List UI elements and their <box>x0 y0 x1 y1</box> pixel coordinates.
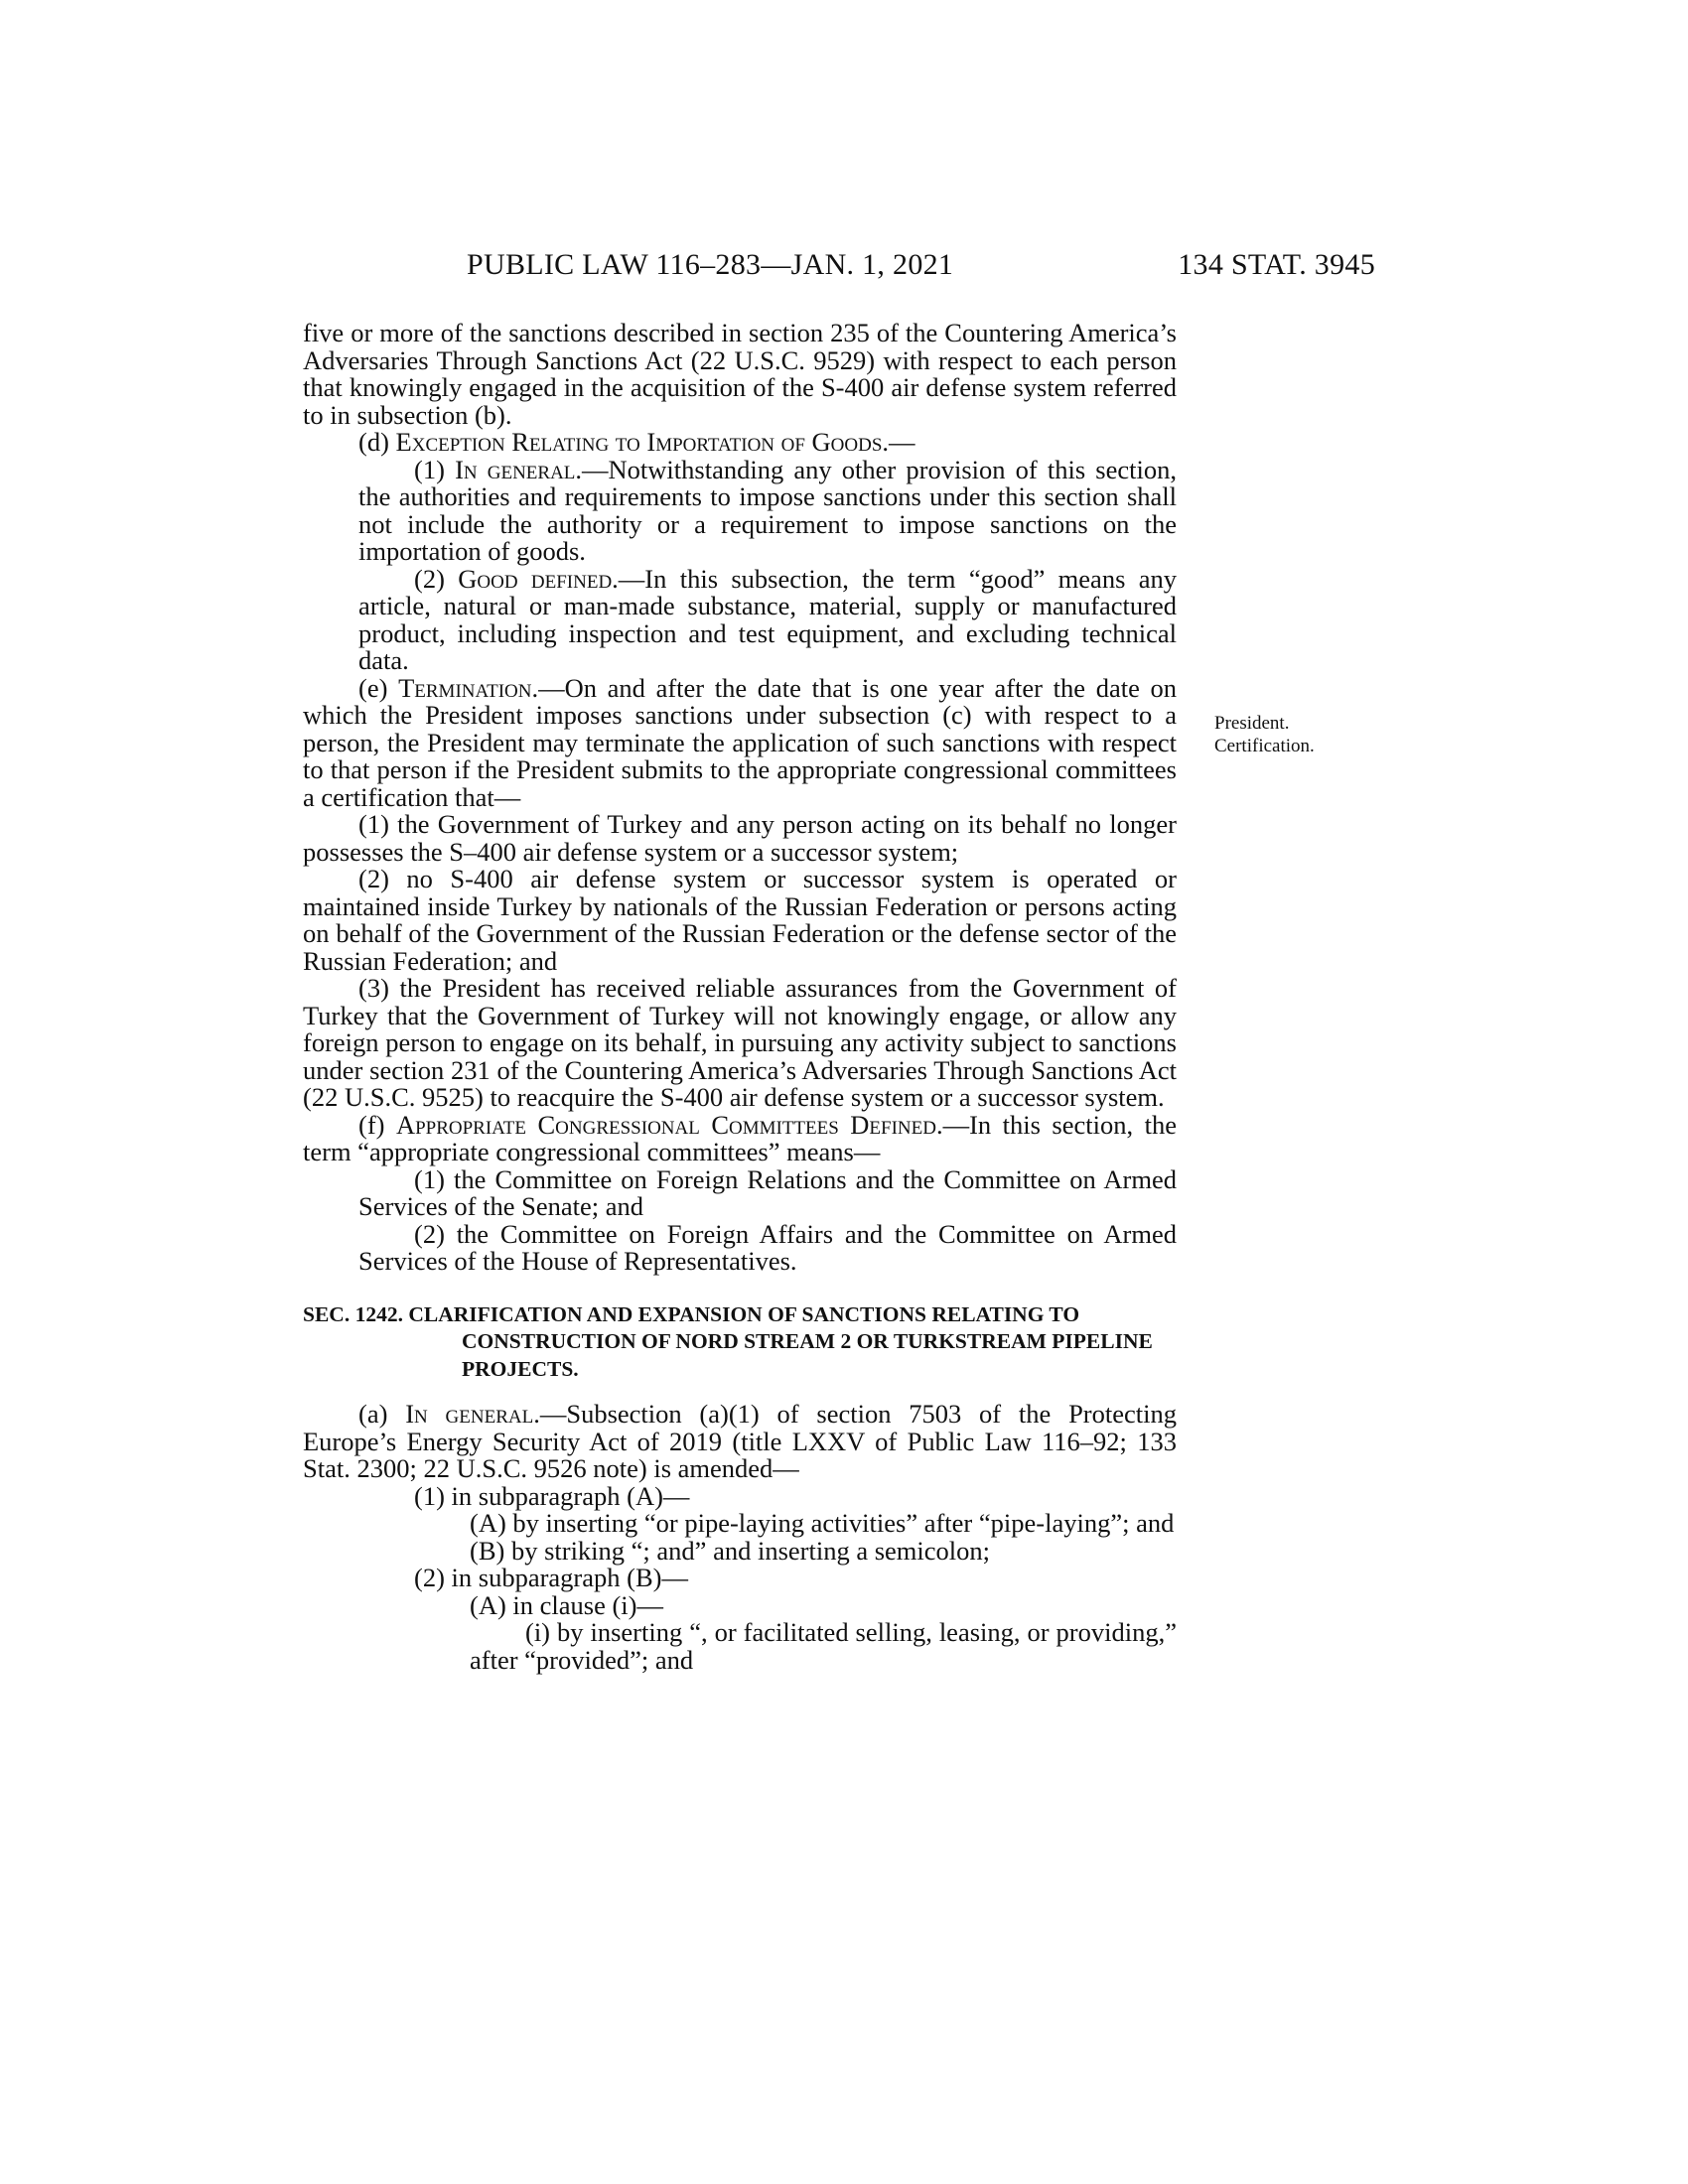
page-header <box>467 248 1375 288</box>
subsection-f: (f) Appropriate Congressional Committees Defined.—In this section, the term “appropriate congressional committees” means— <box>303 1109 1177 1166</box>
paragraph-e-1: (1) the Government of Turkey and any person acting on its behalf no longer possesses the S–400 air defense system or a successor system; <box>303 809 1177 867</box>
clause-a-2-A-i: (i) by inserting “, or facilitated selling, leasing, or providing,” after “provided”; and <box>470 1617 1177 1675</box>
subsection-a: (a) In general.—Subsection (a)(1) of section 7503 of the Protecting Europe’s Energy Security Act of 2019 (title LXXV of Public Law 116–92; 133 Stat. 2300; 22 U.S.C. 9526 note) is amended— <box>303 1399 1177 1483</box>
paragraph-d-2: (2) Good defined.—In this subsection, the term “good” means any article, natural or man-made substance, material, supply or manufactured product, including inspection and test equipment, and excluding technical data. <box>358 563 1177 675</box>
margin-notes <box>1214 712 1373 757</box>
paragraph-e-2: (2) no S-400 air defense system or successor system is operated or maintained inside Turkey by nationals of the Russian Federation or persons acting on behalf of the Government of the Russian Federation or the defense sector of the Russian Federation; and <box>303 864 1177 976</box>
paragraph-f-2: (2) the Committee on Foreign Affairs and the Committee on Armed Services of the House of Representatives. <box>358 1218 1177 1276</box>
paragraph-d-1: (1) In general.—Notwithstanding any other provision of this section, the authorities and requirements to impose sanctions under this section shall not include the authority or a requirement to impose sanctions on the importation of goods. <box>358 454 1177 566</box>
subparagraph-a-2-A: (A) in clause (i)— <box>470 1589 663 1620</box>
statute-text <box>303 320 1177 1674</box>
paragraph-a-2: (2) in subparagraph (B)— <box>414 1563 688 1592</box>
page-number: 134 STAT. 3945 <box>1178 248 1375 281</box>
subparagraph-a-1-B: (B) by striking “; and” and inserting a semicolon; <box>470 1535 990 1566</box>
paragraph-a-1: (1) in subparagraph (A)— <box>414 1480 690 1511</box>
subsection-e: (e) Termination.—On and after the date that is one year after the date on which the President imposes sanctions under subsection (c) with respect to a person, the President may terminate the application of such sanctions with respect to that person if the President submits to the appropriate congressional committees a certification that— <box>303 672 1177 812</box>
margin-note-president: President. <box>1214 713 1290 734</box>
margin-note-certification: Certification. <box>1214 736 1315 756</box>
subparagraph-a-1-A: (A) by inserting “or pipe-laying activities” after “pipe-laying”; and <box>470 1508 1175 1538</box>
paragraph-f-1: (1) the Committee on Foreign Relations and the Committee on Armed Services of the Senate; and <box>358 1163 1177 1221</box>
section-heading: SEC. 1242. CLARIFICATION AND EXPANSION OF SANCTIONS RELATING TO CONSTRUCTION OF NORD STREAM 2 OR TURKSTREAM PIPELINE PROJECTS. <box>303 1301 1153 1381</box>
subsection-d-heading: (d) Exception Relating to Importation of Goods.— <box>358 427 915 457</box>
paragraph-continuation: five or more of the sanctions described in section 235 of the Countering America’s Adversaries Through Sanctions Act (22 U.S.C. 9529) with respect to each person that knowingly engaged in the acquisition of the S-400 air defense system referred to in subsection (b). <box>303 318 1177 430</box>
paragraph-e-3: (3) the President has received reliable assurances from the Government of Turkey that the Government of Turkey will not knowingly engage, or allow any foreign person to engage on its behalf, in pursuing any activity subject to sanctions under section 231 of the Countering America’s Adversaries Through Sanctions Act (22 U.S.C. 9525) to reacquire the S-400 air defense system or a successor system. <box>303 973 1177 1112</box>
running-title: PUBLIC LAW 116–283—JAN. 1, 2021 <box>467 248 954 281</box>
